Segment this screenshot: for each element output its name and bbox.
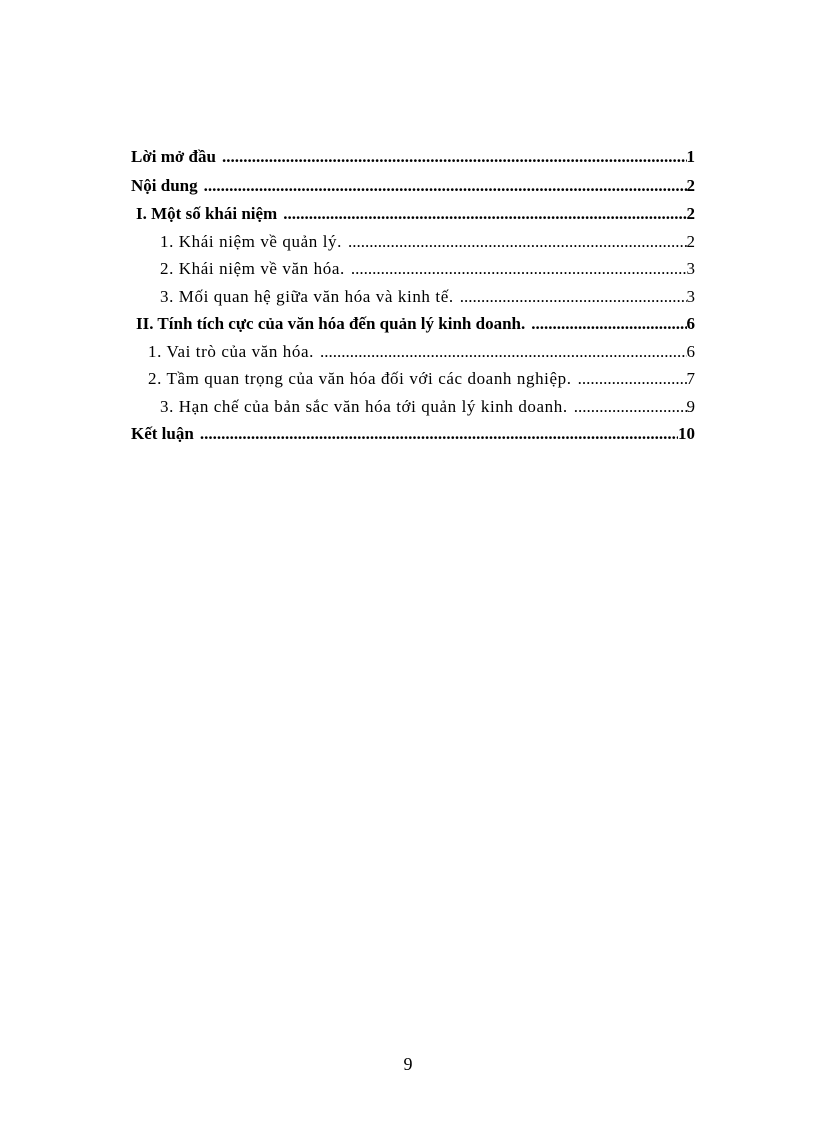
toc-entry-section-1-2[interactable] bbox=[160, 258, 695, 282]
toc-entry-section-2-3[interactable] bbox=[160, 396, 695, 420]
toc-entry-page: 1 bbox=[686, 147, 695, 166]
toc-entry-page: 2 bbox=[686, 232, 695, 251]
toc-entry-label: 1. Khái niệm về quản lý. bbox=[160, 232, 343, 251]
toc-entry-section-2-2[interactable] bbox=[148, 368, 695, 392]
toc-dot-leader bbox=[200, 423, 678, 445]
toc-entry-content[interactable] bbox=[131, 175, 695, 199]
toc-entry-label: 2. Khái niệm về văn hóa. bbox=[160, 259, 345, 278]
toc-entry-label: Kết luận bbox=[131, 424, 194, 443]
toc-entry-section-1-3[interactable] bbox=[160, 286, 695, 310]
toc-dot-leader bbox=[351, 258, 687, 280]
toc-entry-section-1-1[interactable] bbox=[160, 231, 695, 255]
toc-entry-page: 6 bbox=[686, 342, 695, 361]
toc-entry-page: 3 bbox=[686, 287, 695, 306]
toc-entry-page: 7 bbox=[686, 369, 695, 388]
toc-entry-label: 3. Hạn chế của bản sắc văn hóa tới quản lý kinh doanh. bbox=[160, 397, 568, 416]
toc-entry-conclusion[interactable] bbox=[131, 423, 695, 447]
toc-dot-leader bbox=[204, 175, 687, 197]
toc-entry-label: I. Một số khái niệm bbox=[136, 204, 278, 223]
toc-entry-page: 3 bbox=[686, 259, 695, 278]
toc-dot-leader bbox=[460, 286, 687, 308]
toc-entry-page: 6 bbox=[686, 314, 695, 333]
toc-entry-page: 2 bbox=[686, 204, 695, 223]
toc-entry-label: 3. Mối quan hệ giữa văn hóa và kinh tế. bbox=[160, 287, 454, 306]
toc-entry-introduction[interactable] bbox=[131, 146, 695, 170]
page-number: 9 bbox=[403, 1054, 413, 1074]
toc-dot-leader bbox=[348, 231, 686, 253]
toc-entry-page: 2 bbox=[686, 176, 695, 195]
toc-entry-page: 10 bbox=[678, 424, 695, 443]
toc-entry-section-1[interactable] bbox=[136, 203, 695, 227]
toc-entry-section-2-1[interactable] bbox=[148, 341, 695, 365]
toc-dot-leader bbox=[283, 203, 686, 225]
toc-entry-label: 1. Vai trò của văn hóa. bbox=[148, 342, 314, 361]
toc-dot-leader bbox=[531, 313, 686, 335]
toc-entry-label: Nội dung bbox=[131, 176, 198, 195]
toc-entry-label: 2. Tầm quan trọng của văn hóa đối với các doanh nghiệp. bbox=[148, 369, 572, 388]
toc-entry-section-2[interactable] bbox=[136, 313, 695, 337]
toc-dot-leader bbox=[222, 146, 687, 168]
toc-dot-leader bbox=[578, 368, 687, 390]
toc-entry-label: Lời mở đầu bbox=[131, 147, 216, 166]
toc-entry-label: II. Tính tích cực của văn hóa đến quản lý kinh doanh. bbox=[136, 314, 526, 333]
toc-dot-leader bbox=[320, 341, 687, 363]
toc-dot-leader bbox=[574, 396, 687, 418]
toc-entry-page: 9 bbox=[686, 397, 695, 416]
